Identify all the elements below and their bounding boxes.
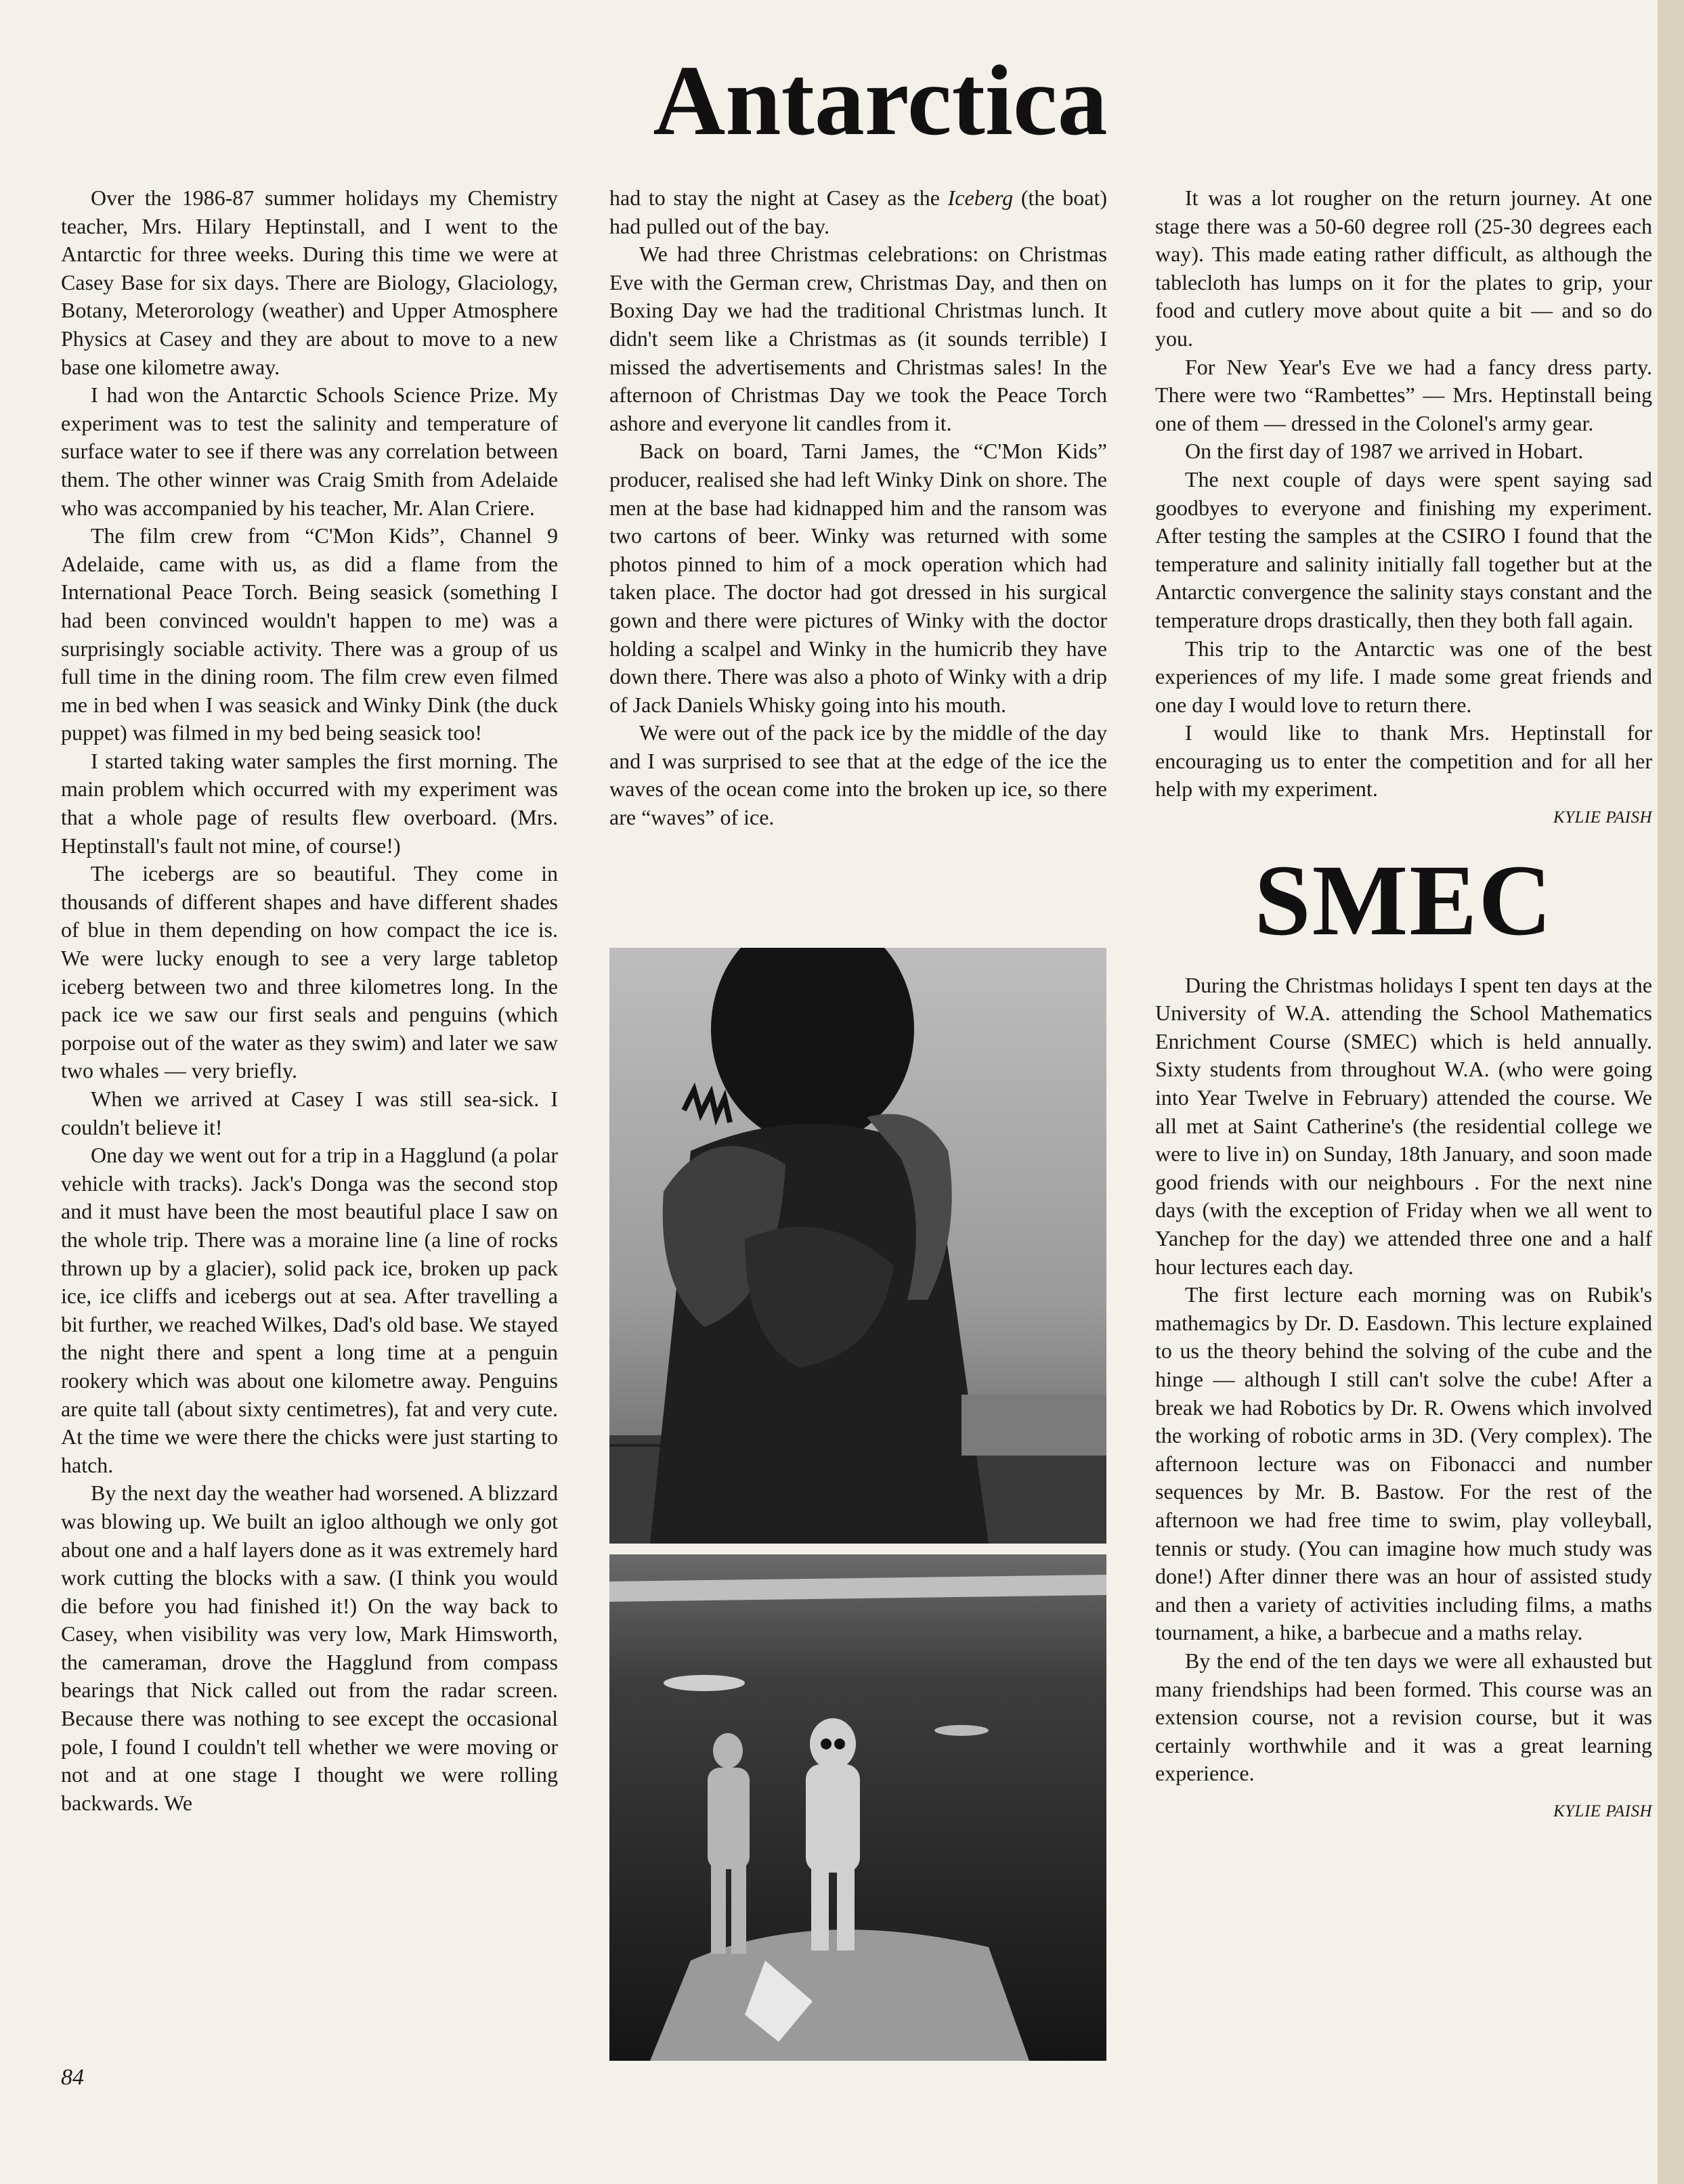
photo-two-people-on-ice: [609, 1554, 1106, 2061]
column-2: [609, 184, 1107, 832]
smec-title: SMEC: [1254, 844, 1553, 957]
article-title: Antarctica: [653, 45, 1108, 156]
paragraph: For New Year's Eve we had a fancy dress party. There were two “Rambettes” — Mrs. Heptinstall being one of them — dressed in the Colonel's army gear.: [1155, 354, 1652, 435]
author-byline: KYLIE PAISH: [1553, 1801, 1652, 1820]
page-number: 84: [61, 2065, 84, 2090]
paragraph: By the end of the ten days we were all exhausted but many friendships had been formed. This course was an extension course, not a revision course, but it was certainly worthwhile and it was a great learning experience.: [1155, 1648, 1652, 1786]
paragraph: Back on board, Tarni James, the “C'Mon Kids” producer, realised she had left Winky Dink on shore. The men at the base had kidnapped him and the ransom was two cartons of beer. Winky was returned with some photos pinned to him of a mock operation which had taken place. The doctor had got dressed in his surgical gown and there were pictures of Winky with the doctor holding a scalpel and Winky in the humicrib they have down there. There was also a photo of Winky with a drip of Jack Daniels Whisky going into his mouth.: [609, 439, 1107, 717]
paragraph: The next couple of days were spent saying sad goodbyes to everyone and finishing my experiment. After testing the samples at the CSIRO I found that the temperature and salinity initially fall together but at the Antarctic convergence the salinity stays constant and the temperature drops drastically, then they both fall again.: [1155, 466, 1652, 632]
paragraph-continued: [609, 184, 1107, 240]
paragraph: The first lecture each morning was on Rubik's mathemagics by Dr. D. Easdown. This lecture explained to us the theory behind the solving of the cube and the hinge — although I still can't solve the cube! After a break we had Robotics by Dr. R. Owens which involved the working of robotic arms in 3D. (Very complex). The afternoon lecture was on Fibonacci and number sequences by Mr. B. Bastow. For the rest of the afternoon we had free time to swim, play volleyball, tennis or study. (You can imagine how much study was done!) After dinner there was an hour of assisted study and then a variety of activities including films, a maths tournament, a hike, a barbecue and a maths relay.: [1155, 1282, 1652, 1645]
paragraph: During the Christmas holidays I spent ten days at the University of W.A. attending the School Mathematics Enrichment Course (SMEC) which is held annually. Sixty students from throughout W.A. (who were going into Year Twelve in February) attended the course. We all met at Saint Catherine's (the residential college we were to live in) on Sunday, 18th January, and soon made good friends with our neighbours . For the next nine days (with the exception of Friday when we all went to Yanchep for the day) we attended three one and a half hour lectures each day.: [1155, 972, 1652, 1279]
column-3: [1155, 184, 1652, 1825]
photo-1-image: [609, 948, 1106, 1544]
paragraph: The film crew from “C'Mon Kids”, Channel 9 Adelaide, came with us, as did a flame from the International Peace Torch. Being seasick (something I had been convinced wouldn't happen to me) was a surprisingly sociable activity. There was a group of us full time in the dining room. The film crew even filmed me in bed when I was seasick and Winky Dink (the duck puppet) was filmed in my bed being seasick too!: [61, 523, 558, 745]
text-run: had to stay the night at Casey as the: [609, 185, 948, 210]
paragraph: When we arrived at Casey I was still sea-sick. I couldn't believe it!: [61, 1087, 558, 1139]
paragraph: I had won the Antarctic Schools Science Prize. My experiment was to test the salinity and temperature of surface water to see if there was any correlation between them. The other winner was Craig Smith from Adelaide who was accompanied by his teacher, Mr. Alan Criere.: [61, 383, 558, 520]
paragraph: I would like to thank Mrs. Heptinstall for encouraging us to enter the competition and for all her help with my experiment.: [1155, 720, 1652, 802]
photo-person-with-puppet: [609, 948, 1106, 1544]
paragraph: Over the 1986-87 summer holidays my Chemistry teacher, Mrs. Hilary Heptinstall, and I went to the Antarctic for three weeks. During this time we were at Casey Base for six days. There are Biology, Glaciology, Botany, Meterorology (weather) and Upper Atmosphere Physics at Casey and they are about to move to a new base one kilometre away.: [61, 185, 558, 379]
boat-name: Iceberg: [947, 185, 1014, 210]
paragraph: We had three Christmas celebrations: on Christmas Eve with the German crew, Christmas Day, and then on Boxing Day we had the traditional Christmas lunch. It didn't seem like a Christmas as (it sounds terrible) I missed the advertisements and Christmas sales! In the afternoon of Christmas Day we took the Peace Torch ashore and everyone lit candles from it.: [609, 242, 1107, 435]
author-byline: KYLIE PAISH: [1553, 808, 1652, 827]
column-1: [61, 184, 558, 1817]
paragraph: One day we went out for a trip in a Hagglund (a polar vehicle with tracks). Jack's Donga was the second stop and it must have been the most beautiful place I saw on the whole trip. There was a moraine line (a line of rocks thrown up by a glacier), solid pack ice, broken up pack ice, ice cliffs and icebergs out at sea. After travelling a bit further, we reached Wilkes, Dad's old base. We stayed the night there and spent a long time at a penguin rookery which was about one kilometre away. Penguins are quite tall (about sixty centimetres), fat and very cute. At the time we were there the chicks were just starting to hatch.: [61, 1143, 558, 1477]
text-run: (the boat) had pulled out of the bay.: [609, 185, 1108, 238]
paragraph: The icebergs are so beautiful. They come in thousands of different shapes and have different shades of blue in them depending on how compact the ice is. We were lucky enough to see a very large tabletop iceberg between two and three kilometres long. In the pack ice we saw our first seals and penguins (which porpoise out of the water as they swim) and later we saw two whales — very briefly.: [61, 861, 558, 1083]
paragraph: By the next day the weather had worsened. A blizzard was blowing up. We built an igloo although we only got about one and a half layers done as it was extremely hard work cutting the blocks with a saw. (I think you would die before you had finished it!) On the way back to Casey, when visibility was very low, Mark Himsworth, the cameraman, drove the Hagglund from compass bearings that Nick called out from the radar screen. Because there was nothing to see except the occasional pole, I found I couldn't tell whether we were moving or not and at one stage I thought we were rolling backwards. We: [61, 1481, 558, 1815]
page-edge-shadow: [1658, 0, 1684, 2184]
paragraph: It was a lot rougher on the return journey. At one stage there was a 50-60 degree roll (25-30 degrees each way). This made eating rather difficult, as although the tablecloth has lumps on it for the plates to grip, your food and cutlery move about quite a bit — and so do you.: [1155, 185, 1652, 351]
paragraph: This trip to the Antarctic was one of the best experiences of my life. I made some great friends and one day I would love to return there.: [1155, 636, 1652, 717]
paragraph: We were out of the pack ice by the middle of the day and I was surprised to see that at the edge of the ice the waves of the ocean come into the broken up ice, so there are “waves” of ice.: [609, 720, 1107, 830]
photo-2-image: [609, 1554, 1106, 2061]
paragraph: On the first day of 1987 we arrived in Hobart.: [1185, 439, 1584, 464]
paragraph: I started taking water samples the first morning. The main problem which occurred with my experiment was that a whole page of results flew overboard. (Mrs. Heptinstall's fault not mine, of course!): [61, 748, 558, 858]
